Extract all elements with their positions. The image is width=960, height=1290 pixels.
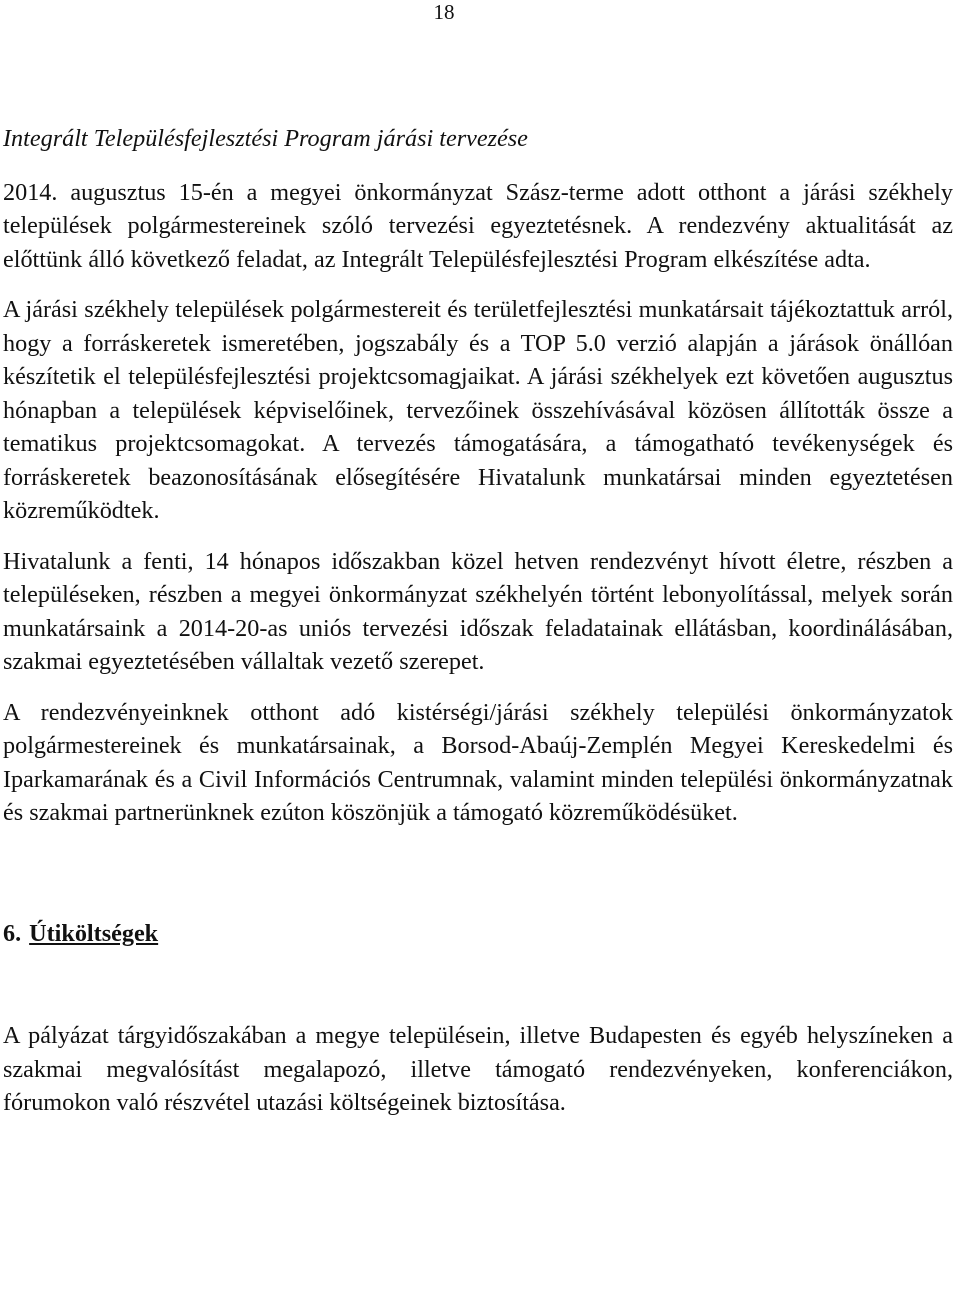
section-6-heading bbox=[3, 917, 953, 951]
section-6-number: 6. bbox=[3, 919, 22, 947]
paragraph-4: A rendezvényeinknek otthont adó kistérségi/járási székhely települési önkormányzatok polgármestereinek és munkatársainak, a Borsod-Abaúj-Zemplén Megyei Kereskedelmi és Iparkamarának és a Civil Információs Centrumnak, valamint minden települési önkormányzatnak és szakmai partnerünknek ezúton köszönjük a támogató közreműködésüket. bbox=[3, 698, 953, 826]
section-heading-italic: Integrált Településfejlesztési Program járási tervezése bbox=[3, 125, 528, 152]
page-number: 18 bbox=[433, 0, 455, 24]
paragraph-5: A pályázat tárgyidőszakában a megye településein, illetve Budapesten és egyéb helyszíneken a szakmai megvalósítást megalapozó, illetve támogató rendezvényeken, konferenciákon, fórumokon való részvétel utazási költségeinek biztosítása. bbox=[3, 1022, 953, 1116]
paragraph-1: 2014. augusztus 15-én a megyei önkormányzat Szász-terme adott otthont a járási székhely települések polgármestereinek szóló tervezési egyeztetésnek. A rendezvény aktualitását az előttünk álló következő feladat, az Integrált Településfejlesztési Program elkészítése adta. bbox=[3, 178, 953, 273]
paragraph-3: Hivatalunk a fenti, 14 hónapos időszakban közel hetven rendezvényt hívott életre, részben a településeken, részben a megyei önkormányzat székhelyén történt lebonyolítással, melyek során munkatársaink a 2014-20-as uniós tervezési időszak feladatainak ellátásban, koordinálásában, szakmai egyeztetésében vállaltak vezető szerepet. bbox=[3, 547, 953, 675]
document-body bbox=[3, 122, 953, 1120]
section-6-title: Útiköltségek bbox=[29, 919, 159, 947]
paragraph-2: A járási székhely települések polgármestereit és területfejlesztési munkatársait tájékoztattuk arról, hogy a forráskeretek ismeretében, jogszabály és a TOP 5.0 verzió alapján a járások önállóan készítetik el településfejlesztési projektcsomagjaikat. A járási székhelyek ezt követően augusztus hónapban a települések képviselőinek, tervezőinek összehívásával közösen állították össze a tematikus projektcsomagokat. A tervezés támogatására, a támogatható tevékenységek és forráskeretek beazonosításának elősegítésére Hivatalunk munkatársai minden egyeztetésen közreműködtek. bbox=[3, 296, 953, 524]
